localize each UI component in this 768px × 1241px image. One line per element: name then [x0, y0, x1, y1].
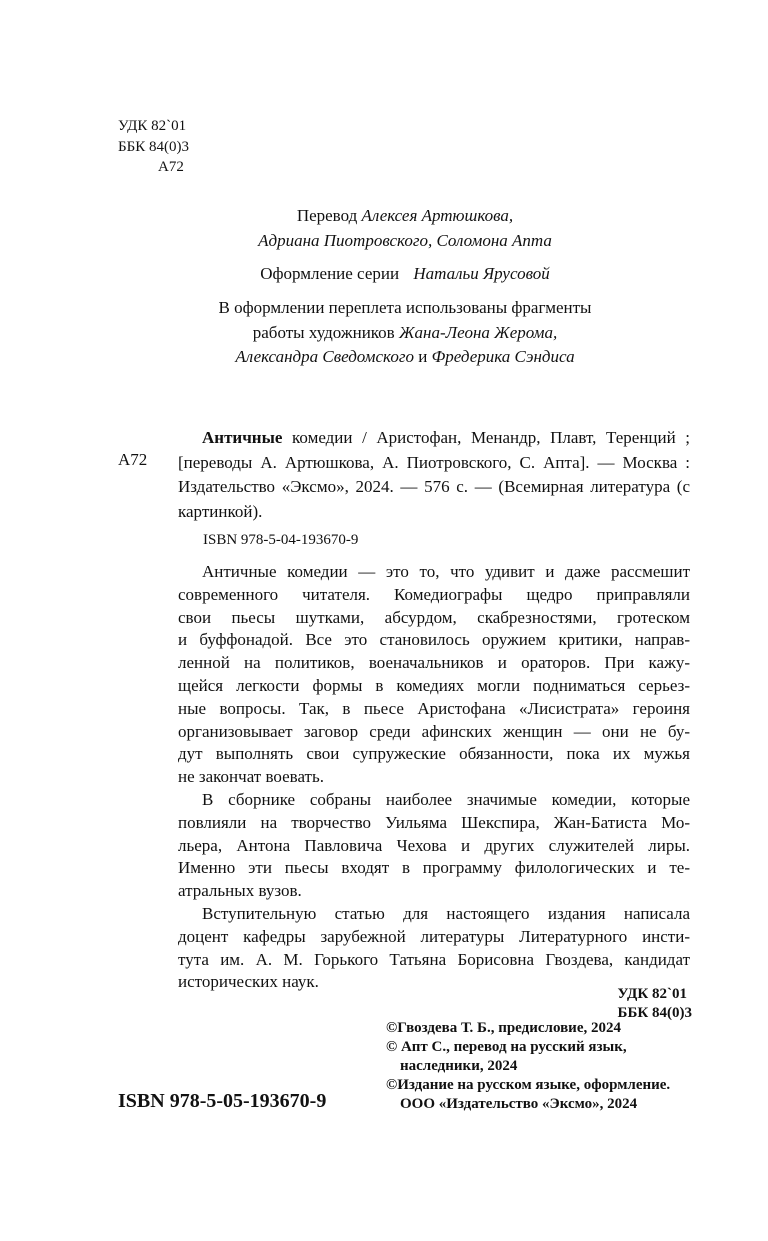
- annotation-line: не закончат воевать.: [178, 767, 324, 787]
- copyright-line: © Апт С., перевод на русский язык,: [386, 1039, 627, 1055]
- annotation-line: Именно эти пьесы входят в программу филологических и те-: [178, 858, 690, 878]
- annotation-line: ленной на политиков, военачальников и ораторов. При кажу-: [178, 653, 690, 673]
- annotation-line: и буффонадой. Все это становилось оружием критики, направ-: [178, 630, 690, 650]
- bbk-code: ББК 84(0)3: [118, 138, 189, 155]
- translation-label: Перевод: [296, 206, 358, 225]
- annotation-line: ные вопросы. Так, в пьесе Аристофана «Лисистрата» героиня: [178, 698, 690, 718]
- copyright-block: [386, 1019, 670, 1114]
- catalog-isbn: ISBN 978-5-04-193670-9: [203, 532, 359, 548]
- translation-credits: [170, 204, 640, 253]
- footer-classification-codes: [618, 985, 692, 1023]
- annotation-paragraph-1: [178, 561, 690, 789]
- annotation-paragraph-2: [178, 789, 690, 903]
- bibliographic-record: [178, 426, 690, 524]
- copyright-line: ООО «Издательство «Эксмо», 2024: [400, 1096, 638, 1112]
- design-label: Оформление серии: [260, 264, 400, 283]
- cover-line1: В оформлении переплета использованы фрагменты: [218, 298, 592, 317]
- cover-and: и: [418, 347, 428, 366]
- annotation-line: доцент кафедры зарубежной литературы Литературного инсти-: [178, 926, 690, 946]
- annotation-line: свои пьесы шутками, абсурдом, скабрезностями, гротеском: [178, 607, 690, 627]
- copyright-line: ©Издание на русском языке, оформление.: [386, 1077, 671, 1093]
- annotation-line: Вступительную статью для настоящего издания написала: [202, 903, 690, 923]
- annotation-line: льера, Антона Павловича Чехова и других служителей лиры.: [178, 835, 690, 855]
- catalog-code: А72: [118, 450, 148, 469]
- annotation-line: В сборнике собраны наиболее значимые комедии, которые: [202, 789, 690, 809]
- copyright-line: ©Гвоздева Т. Б., предисловие, 2024: [386, 1020, 621, 1036]
- annotation-line: дут выполнять свои супружеские обязанности, пока их мужья: [178, 744, 690, 764]
- annotation-line: организовывает заговор среди афинских женщин — они не бу-: [178, 721, 690, 741]
- author-mark: А72: [158, 159, 184, 175]
- designer-name: Натальи Ярусовой: [413, 264, 550, 283]
- footer-udk: УДК 82`01: [617, 986, 687, 1002]
- annotation-line: современного читателя. Комедиографы щедро приправляли: [178, 584, 690, 604]
- annotation-paragraph-3: [178, 903, 690, 994]
- copyright-line: наследники, 2024: [400, 1058, 518, 1074]
- catalog-title: Античные: [202, 428, 283, 447]
- cover-line2-text: работы художников: [252, 322, 395, 342]
- annotation-line: Античные комедии — это то, что удивит и даже рассмешит: [202, 562, 690, 581]
- catalog-description: комедии / Аристофан, Менандр, Плавт, Теренций ; [переводы А. Артюшкова, А. Пиотровского, С. Апта]. — Москва : Издательство «Эксмо», 2024. — 576 с. — (Всемирная литература (с картинкой).: [178, 428, 690, 521]
- udk-code: УДК 82`01: [118, 118, 187, 134]
- cover-artist1: Жана-Леона Жерома,: [398, 322, 558, 342]
- annotation-line: щейся легкости формы в комедиях могли подниматься серьез-: [178, 675, 690, 695]
- annotation: [178, 561, 690, 994]
- annotation-line: атральных вузов.: [178, 881, 302, 901]
- annotation-line: повлияли на творчество Уильяма Шекспира, Жан-Батиста Мо-: [178, 812, 690, 832]
- translators-line1: Алексея Артюшкова,: [361, 206, 514, 225]
- classification-codes: [118, 116, 189, 178]
- annotation-line: тута им. А. М. Горького Татьяна Борисовна Гвоздева, кандидат: [178, 949, 690, 969]
- series-design-credit: [170, 262, 640, 287]
- cover-artist3: Фредерика Сэндиса: [431, 347, 575, 366]
- cover-artist2: Александра Сведомского: [235, 347, 414, 366]
- translators-line2: Адриана Пиотровского, Соломона Апта: [258, 230, 552, 250]
- main-isbn: ISBN 978-5-05-193670-9: [118, 1090, 327, 1112]
- cover-credits: [170, 296, 640, 370]
- annotation-line: исторических наук.: [178, 972, 319, 992]
- footer-bbk: ББК 84(0)3: [617, 1005, 692, 1021]
